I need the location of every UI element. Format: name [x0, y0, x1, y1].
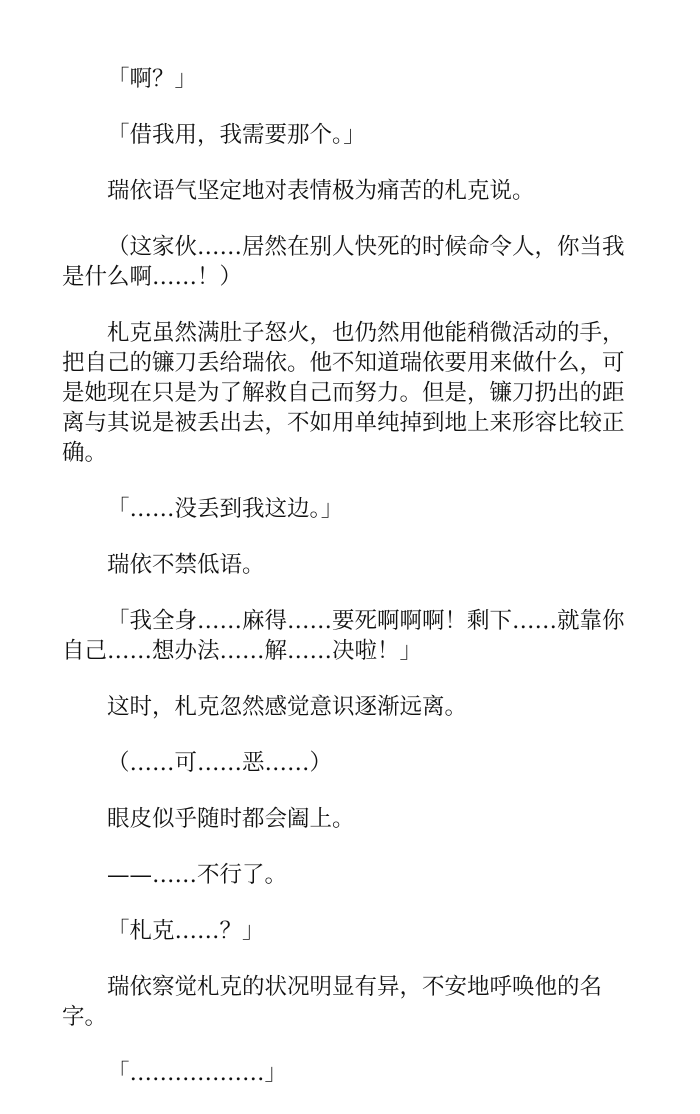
paragraph-5: 札克虽然满肚子怒火，也仍然用他能稍微活动的手，把自己的镰刀丢给瑞依。他不知道瑞依要用来做什么，可是她现在只是为了解救自己而努力。但是，镰刀扔出的距离与其说是被丢出去，不如用单纯掉到地上来形容比较正确。 — [62, 320, 625, 466]
paragraph-1: 「啊？」 — [107, 66, 198, 92]
paragraph-3: 瑞依语气坚定地对表情极为痛苦的札克说。 — [107, 178, 535, 204]
paragraph-7: 瑞依不禁低语。 — [107, 552, 265, 578]
paragraph-14: 瑞依察觉札克的状况明显有异，不安地呼唤他的名字。 — [62, 974, 603, 1030]
paragraph-6: 「……没丢到我这边。」 — [107, 496, 344, 522]
paragraph-8: 「我全身……麻得……要死啊啊啊！剩下……就靠你自己……想办法……解……决啦！」 — [62, 608, 625, 664]
paragraph-2: 「借我用，我需要那个。」 — [107, 122, 366, 148]
paragraph-12: ——……不行了。 — [107, 862, 288, 888]
novel-page — [62, 64, 638, 1114]
paragraph-4: （这家伙……居然在别人快死的时候命令人，你当我是什么啊……！） — [62, 234, 625, 290]
paragraph-9: 这时，札克忽然感觉意识逐渐远离。 — [107, 694, 468, 720]
paragraph-11: 眼皮似乎随时都会阖上。 — [107, 806, 355, 832]
paragraph-15: 「………………」 — [107, 1060, 288, 1086]
paragraph-13: 「札克……？」 — [107, 918, 265, 944]
paragraph-10: （……可……恶……） — [107, 750, 333, 776]
